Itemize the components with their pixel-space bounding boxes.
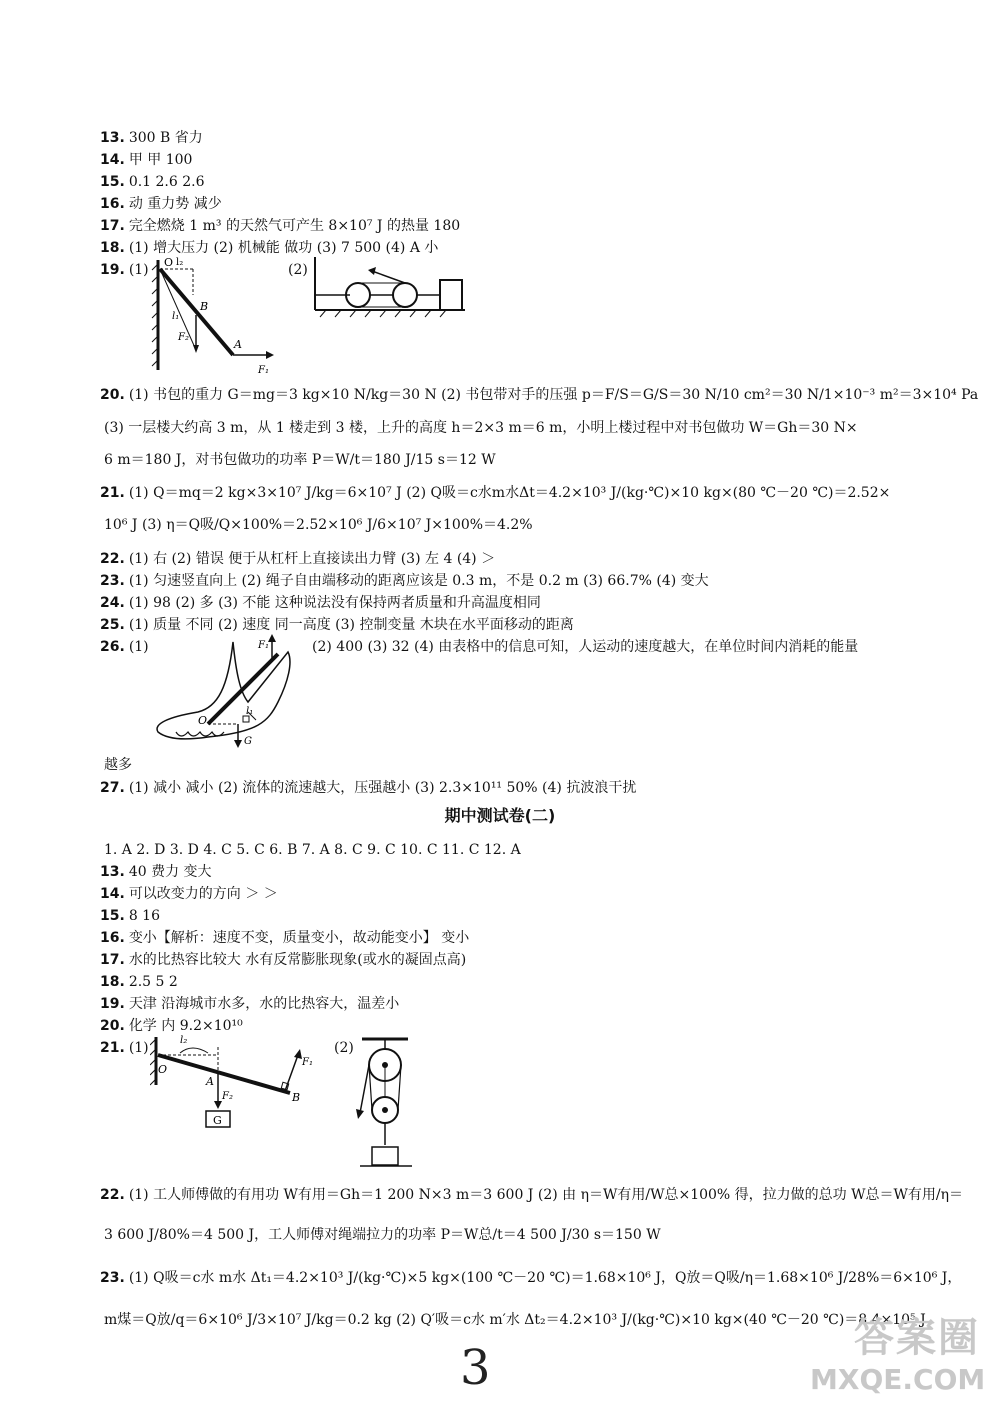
watermark [810, 1306, 986, 1396]
answer-b22: 22. (1) 工人师傅做的有用功 W有用＝Gh＝1 200 N×3 m＝3 600 J (2) 由 η＝W有用/W总×100% 得，拉力做的总功 W总＝W有用/η＝ [100, 1187, 964, 1203]
answer-b20: 20. 化学 内 9.2×10¹⁰ [100, 1018, 243, 1034]
answer-24: 24. (1) 98 (2) 多 (3) 不能 这种说法没有保持两者质量和升高温度相同 [100, 595, 541, 611]
answer-19: 19. (1) [100, 262, 149, 278]
answer-26-end: 越多 [104, 757, 132, 773]
label-G: G [213, 1114, 222, 1127]
answer-b21: 21. (1) [100, 1040, 149, 1056]
answer-b23-cont: m煤＝Q放/q＝6×10⁶ J/3×10⁷ J/kg＝0.2 kg (2) Q′吸＝c水 m′水 Δt₂＝4.2×10³ J/(kg·℃)×10 kg×(40 ℃－20 ℃)＝8.4×10⁵ J [104, 1312, 926, 1328]
answer-13: 13. 300 B 省力 [100, 130, 203, 146]
label-l2: l₂ [176, 257, 184, 268]
answer-26: 26. (1) [100, 639, 149, 655]
label-O: O [164, 256, 174, 269]
answer-20-cont1: (3) 一层楼大约高 3 m，从 1 楼走到 3 楼，上升的高度 h＝2×3 m＝6 m，小明上楼过程中对书包做功 W＝Gh＝30 N× [104, 420, 858, 436]
answer-27: 27. (1) 减小 减小 (2) 流体的流速越大，压强越小 (3) 2.3×10¹¹ 50% (4) 抗波浪干扰 [100, 780, 637, 796]
figure-19-pulley [310, 255, 470, 324]
figure-26-foot [148, 632, 308, 754]
answer-21-cont: 10⁶ J (3) η＝Q吸/Q×100%＝2.52×10⁶ J/6×10⁷ J×100%＝4.2% [104, 517, 533, 533]
figure-21-pulley-block [350, 1035, 420, 1174]
answer-18: 18. (1) 增大压力 (2) 机械能 做功 (3) 7 500 (4) A 小 [100, 240, 439, 256]
answer-20: 20. (1) 书包的重力 G＝mg＝3 kg×10 N/kg＝30 N (2) 书包带对手的压强 p＝F/S＝G/S＝30 N/10 cm²＝30 N/1×10⁻³ m²＝3×10⁴ Pa [100, 387, 979, 403]
answer-b15: 15. 8 16 [100, 908, 160, 924]
answer-14: 14. 甲 甲 100 [100, 152, 193, 168]
answer-b23: 23. (1) Q吸＝c水 m水 Δt₁＝4.2×10³ J/(kg·℃)×5 kg×(100 ℃－20 ℃)＝1.68×10⁶ J，Q放＝Q吸/η＝1.68×10⁶ J/28%＝6×10⁶ J， [100, 1270, 962, 1286]
answer-b18: 18. 2.5 5 2 [100, 974, 178, 990]
section-title: 期中测试卷(二) [444, 806, 556, 825]
label-F2: F₂ [178, 332, 189, 343]
label-l1: l₁ [246, 706, 254, 717]
label-B: B [292, 1091, 301, 1104]
label-l2: l₂ [180, 1035, 188, 1046]
answer-15: 15. 0.1 2.6 2.6 [100, 174, 205, 190]
label-O: O [198, 714, 208, 727]
page-number: 3 [460, 1340, 491, 1396]
answer-b17: 17. 水的比热容比较大 水有反常膨胀现象(或水的凝固点高) [100, 952, 467, 968]
answer-b13: 13. 40 费力 变大 [100, 864, 212, 880]
answer-b22-cont: 3 600 J/80%＝4 500 J，工人师傅对绳端拉力的功率 P＝W总/t＝4 500 J/30 s＝150 W [104, 1227, 661, 1243]
answer-16: 16. 动 重力势 减少 [100, 196, 222, 212]
answer-1-12: 1. A 2. D 3. D 4. C 5. C 6. B 7. A 8. C 9. C 10. C 11. C 12. A [104, 842, 521, 858]
answer-26-rest: (2) 400 (3) 32 (4) 由表格中的信息可知，人运动的速度越大，在单位时间内消耗的能量 [312, 639, 859, 655]
watermark-top: 答案圈 [854, 1315, 980, 1361]
watermark-bottom: MXQE.COM [810, 1363, 986, 1396]
answer-b14: 14. 可以改变力的方向 ＞ ＞ [100, 886, 278, 902]
answer-b19: 19. 天津 沿海城市水多，水的比热容大，温差小 [100, 996, 400, 1012]
label-O: O [158, 1063, 168, 1076]
answer-19-part2-label: (2) [288, 262, 308, 278]
answer-23: 23. (1) 匀速竖直向上 (2) 绳子自由端移动的距离应该是 0.3 m，不是 0.2 m (3) 66.7% (4) 变大 [100, 573, 709, 589]
label-A: A [206, 1075, 214, 1088]
answer-b16: 16. 变小【解析：速度不变，质量变小，故动能变小】 变小 [100, 930, 470, 946]
label-F1: F₁ [258, 365, 269, 376]
answer-22: 22. (1) 右 (2) 错误 便于从杠杆上直接读出力臂 (3) 左 4 (4) ＞ [100, 551, 496, 567]
figure-19-lever [148, 255, 288, 384]
label-A: A [234, 338, 242, 351]
answer-b21-part2-label: (2) [334, 1040, 354, 1056]
label-F1: F₁ [258, 640, 269, 651]
label-l1: l₁ [172, 311, 180, 322]
label-F1: F₁ [302, 1057, 313, 1068]
answer-25: 25. (1) 质量 不同 (2) 速度 同一高度 (3) 控制变量 木块在水平面移动的距离 [100, 617, 574, 633]
answer-21: 21. (1) Q＝mq＝2 kg×3×10⁷ J/kg＝6×10⁷ J (2) Q吸＝c水m水Δt＝4.2×10³ J/(kg·℃)×10 kg×(80 ℃－20 ℃)＝2.52× [100, 485, 891, 501]
label-G: G [244, 736, 252, 747]
label-B: B [200, 300, 209, 313]
label-F2: F₂ [222, 1091, 233, 1102]
figure-21-lever [150, 1035, 325, 1134]
answer-20-cont2: 6 m＝180 J，对书包做功的功率 P＝W/t＝180 J/15 s＝12 W [104, 452, 496, 468]
answer-17: 17. 完全燃烧 1 m³ 的天然气可产生 8×10⁷ J 的热量 180 [100, 218, 461, 234]
